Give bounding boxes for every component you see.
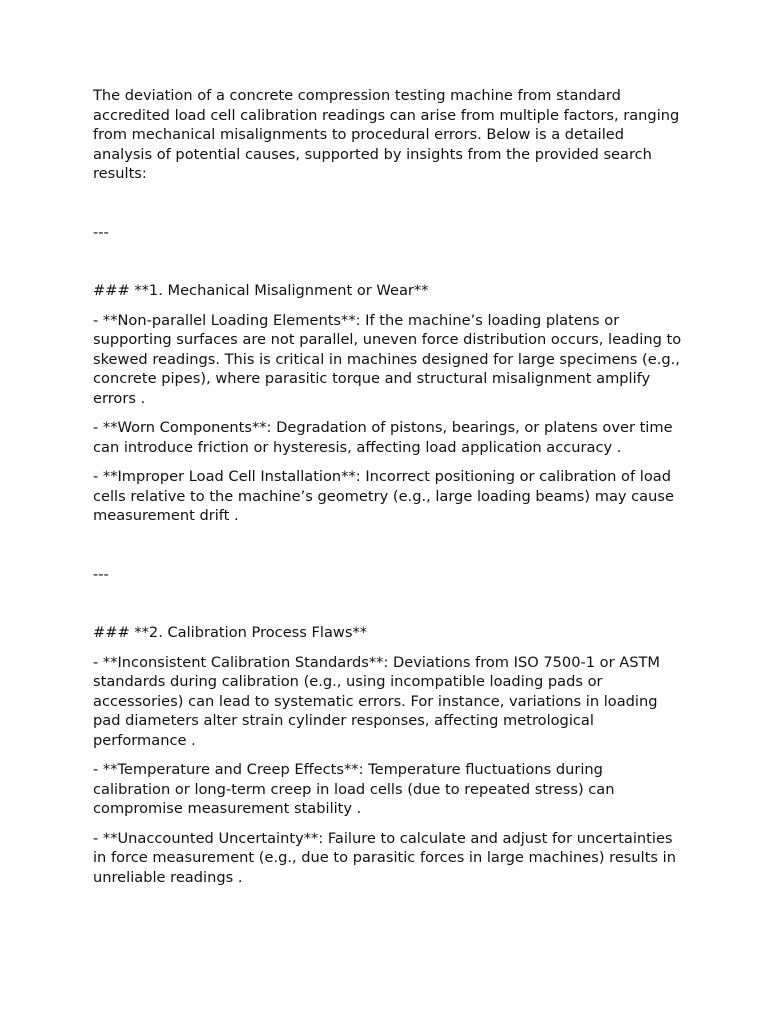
- intro-paragraph: The deviation of a concrete compression testing machine from standard accredited load cell calibration readings can arise from multiple factors, ranging from mechanical misalignments to procedural errors. Below is a detailed analysis of potential causes, supported by insights from the provided search results:: [93, 87, 680, 182]
- list-item: - **Non-parallel Loading Elements**: If the machine’s loading platens or supporting surfaces are not parallel, uneven force distribution occurs, leading to skewed readings. This is critical in machines designed for large specimens (e.g., concrete pipes), where parasitic torque and structural misalignment amplify errors .: [93, 311, 682, 407]
- section-heading: ### **2. Calibration Process Flaws**: [93, 624, 368, 641]
- separator: ---: [93, 223, 109, 241]
- separator: ---: [93, 565, 109, 583]
- list-item: - **Worn Components**: Degradation of pistons, bearings, or platens over time can introduce friction or hysteresis, affecting load application accuracy .: [93, 419, 673, 456]
- document-body: [93, 86, 683, 897]
- list-item: - **Temperature and Creep Effects**: Temperature fluctuations during calibration or long-term creep in load cells (due to repeated stress) can compromise measurement stability .: [93, 761, 615, 817]
- list-item: - **Unaccounted Uncertainty**: Failure to calculate and adjust for uncertainties in force measurement (e.g., due to parasitic forces in large machines) results in unreliable readings .: [93, 829, 676, 886]
- list-item: - **Inconsistent Calibration Standards**: Deviations from ISO 7500-1 or ASTM standards during calibration (e.g., using incompatible loading pads or accessories) can lead to systematic errors. For instance, variations in loading pad diameters alter strain cylinder responses, affecting metrological performance .: [93, 653, 661, 749]
- list-item: - **Improper Load Cell Installation**: Incorrect positioning or calibration of load cells relative to the machine’s geometry (e.g., large loading beams) may cause measurement drift .: [93, 468, 674, 524]
- section-heading: ### **1. Mechanical Misalignment or Wear**: [93, 282, 429, 299]
